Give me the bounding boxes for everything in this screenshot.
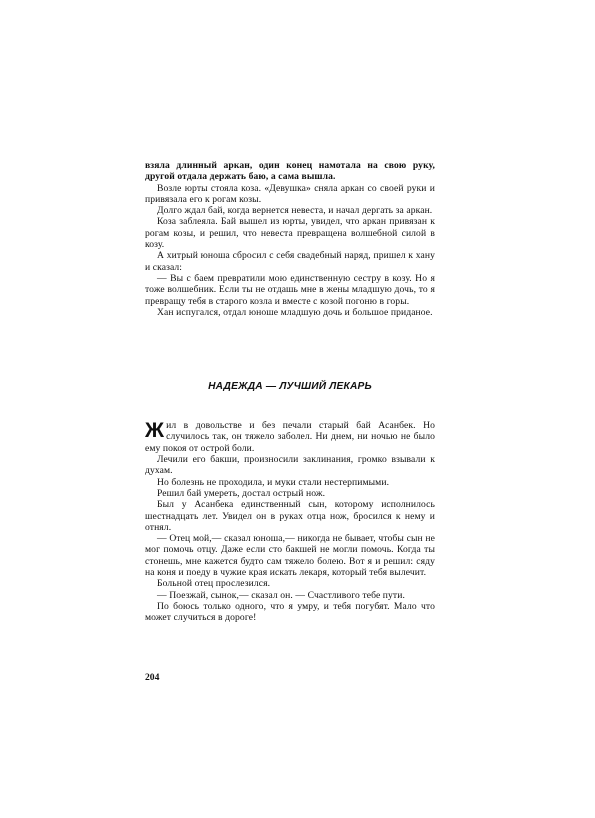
drop-cap: Ж [145, 419, 165, 443]
paragraph: Решил бай умереть, достал острый нож. [157, 487, 326, 499]
previous-story-ending [145, 160, 435, 318]
paragraph: А хитрый юноша сбросил с себя свадебный наряд, пришел к хану и сказал: [145, 250, 435, 273]
paragraph: Но болезнь не проходила, и муки стали нестерпимыми. [157, 476, 390, 488]
paragraph: Лечили его бакши, произносили заклинания, громко взывали к духам. [145, 454, 435, 477]
paragraph: Долго ждал бай, когда вернется невеста, и начал дергать за аркан. [157, 205, 433, 217]
paragraph: — Вы с баем превратили мою единственную сестру в козу. Но я тоже волшебник. Если ты не отдашь мне в жены младшую дочь, то я превращу тебя в старого козла и вместе с козой погоню в горы. [145, 272, 435, 307]
paragraph: Возле юрты стояла коза. «Девушка» сняла аркан со своей руки и привязала его к рогам козы. [145, 182, 435, 205]
paragraph: — Отец мой,— сказал юноша,— никогда не бывает, чтобы сын не мог помочь отцу. Даже если сто бакшей не могли помочь. Когда ты стонешь, мне кажется будто сам тяжело болею. Вот я и решил: сяду на коня и поеду в чужие края искать лекаря, который тебя вылечит. [145, 533, 435, 579]
paragraph: — Поезжай, сынок,— сказал он. — Счастливого тебе пути. [157, 589, 405, 601]
story-body [145, 420, 435, 623]
page-number: 204 [145, 672, 160, 683]
paragraph: Хан испугался, отдал юноше младшую дочь и большое приданое. [157, 306, 433, 318]
book-page [145, 160, 435, 624]
paragraph: По боюсь только одного, что я умру, и тебя погубят. Мало что может случиться в дороге! [145, 600, 435, 624]
paragraph: Был у Асанбека единственный сын, которому исполнилось шестнадцать лет. Увидел он в руках отца нож, бросился к нему и отнял. [145, 499, 435, 533]
story-title: НАДЕЖДА — ЛУЧШИЙ ЛЕКАРЬ [208, 381, 372, 393]
paragraph: Больной отец прослезился. [157, 578, 271, 590]
paragraph: Коза заблеяла. Бай вышел из юрты, увидел, что аркан привязан к рогам козы, и решил, что невеста превращена волшебной силой в козу. [145, 216, 435, 251]
opening-paragraph [145, 420, 435, 454]
paragraph: взяла длинный аркан, один конец намотала на свою руку, другой отдала держать баю, а сама вышла. [145, 160, 435, 183]
opening-paragraph-text: ил в довольстве и без печали старый бай Асанбек. Но случилось так, он тяжело заболел. Ни днем, ни ночью не было ему покоя от острой боли. [145, 420, 435, 454]
